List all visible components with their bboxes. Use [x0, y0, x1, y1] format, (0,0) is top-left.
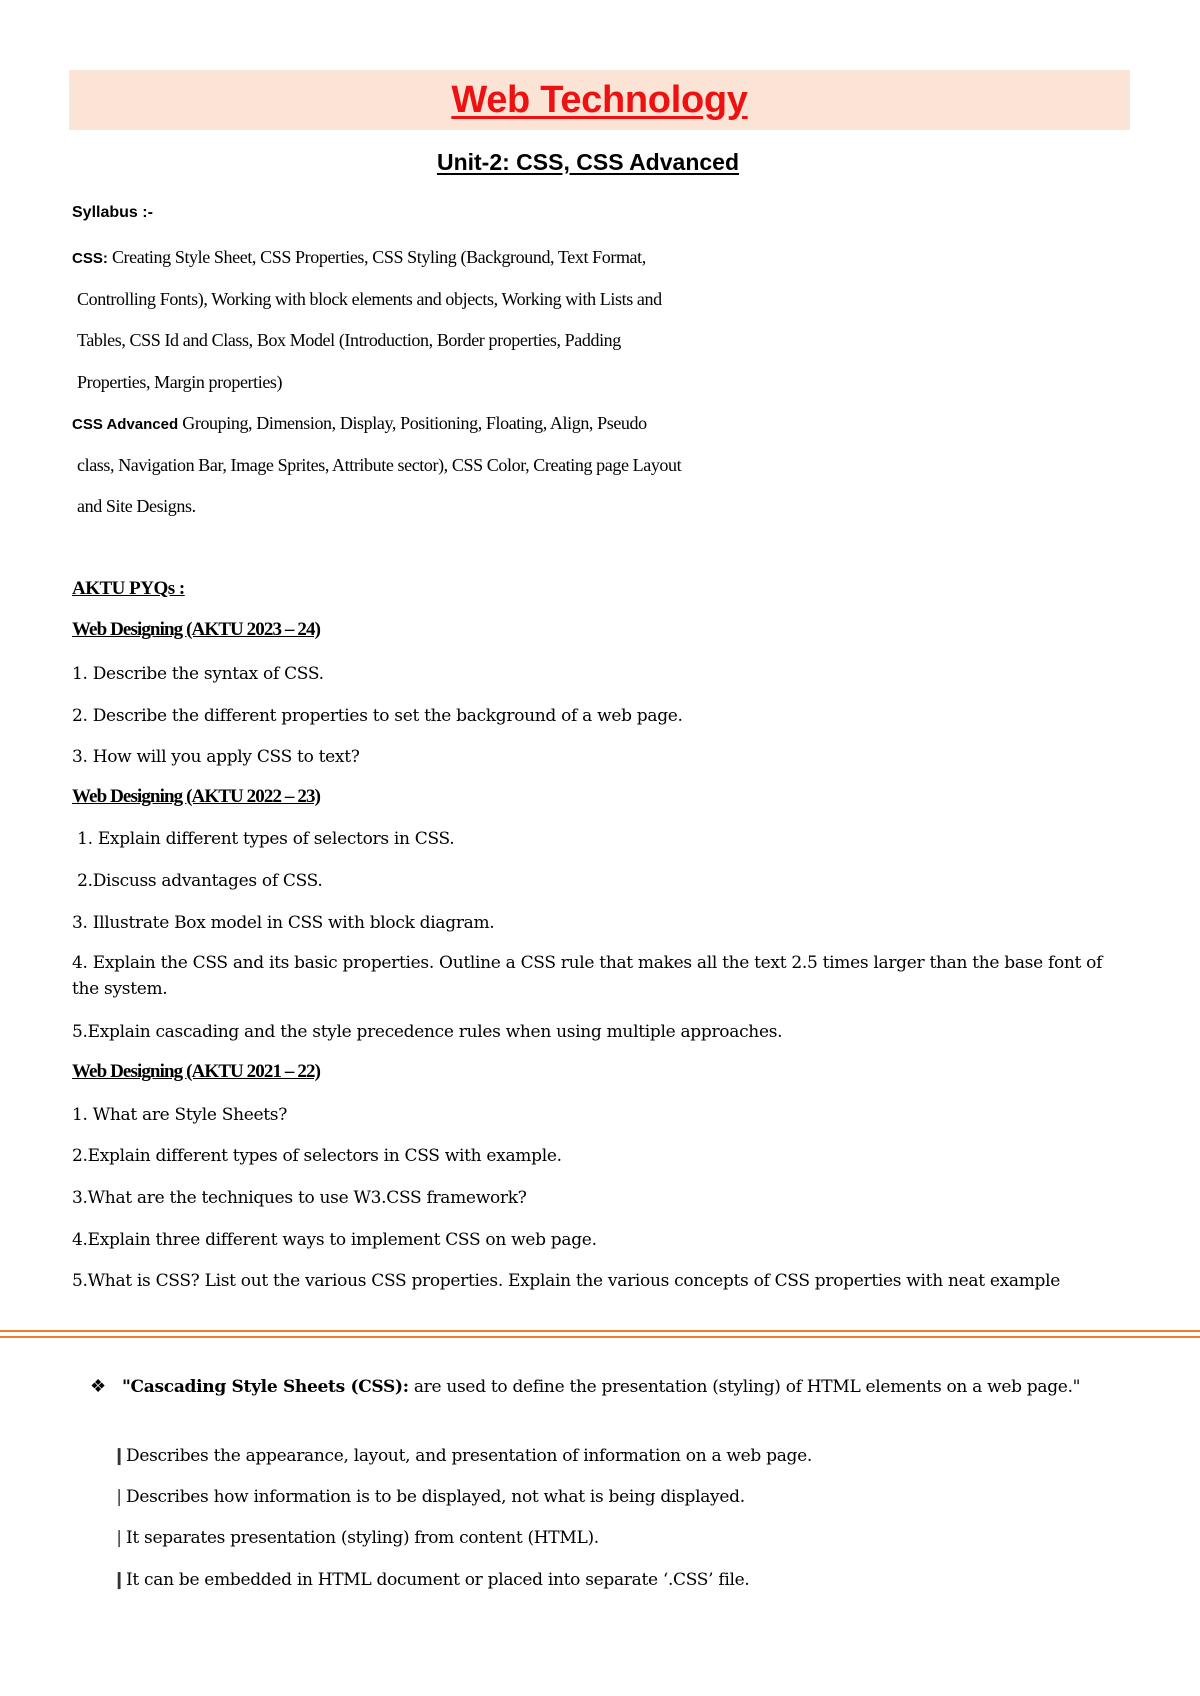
syllabus-line-text: Grouping, Dimension, Display, Positioning, Floating, Align, Pseudo	[182, 413, 647, 433]
question: 1. What are Style Sheets?	[72, 1105, 288, 1125]
question: 5.Explain cascading and the style precedence rules when using multiple approaches.	[72, 1022, 783, 1042]
list-item-text: Describes the appearance, layout, and presentation of information on a web page.	[126, 1446, 812, 1466]
document-title: Web Technology	[451, 78, 748, 121]
list-item	[112, 1525, 1132, 1551]
css-definition-body: are used to define the presentation (styling) of HTML elements on a web page."	[408, 1377, 1081, 1397]
unit-title: Unit-2: CSS, CSS Advanced	[436, 149, 740, 175]
syllabus-line	[72, 403, 832, 445]
syllabus-css-head: CSS:	[72, 250, 108, 267]
question: 1. Explain different types of selectors in CSS.	[72, 829, 455, 849]
question: 5.What is CSS? List out the various CSS properties. Explain the various concepts of CSS properties with neat example	[72, 1271, 1061, 1291]
bullet-mark-icon: ❘	[112, 1487, 126, 1507]
section-heading: Web Designing (AKTU 2023 – 24)	[72, 619, 320, 640]
list-item	[112, 1443, 1132, 1469]
diamond-bullet-icon: ❖	[90, 1376, 106, 1397]
syllabus-line: and Site Designs.	[77, 496, 196, 516]
title-banner	[69, 70, 1130, 130]
syllabus-line: class, Navigation Bar, Image Sprites, Attribute sector), CSS Color, Creating page Layout	[77, 454, 682, 475]
question: 1. Describe the syntax of CSS.	[72, 664, 324, 684]
css-definition-text	[90, 1374, 1130, 1400]
section-divider	[0, 1330, 1200, 1338]
syllabus-css	[72, 237, 832, 528]
syllabus-line-text: Creating Style Sheet, CSS Properties, CSS Styling (Background, Text Format,	[111, 247, 646, 267]
section-heading: Web Designing (AKTU 2022 – 23)	[72, 786, 320, 807]
syllabus-line: Controlling Fonts), Working with block elements and objects, Working with Lists and	[77, 288, 662, 309]
question: 4.Explain three different ways to implement CSS on web page.	[72, 1230, 597, 1250]
question: 3.What are the techniques to use W3.CSS framework?	[72, 1188, 527, 1208]
question: 4. Explain the CSS and its basic properties. Outline a CSS rule that makes all the text 2.5 times larger than the base font of the system.	[72, 953, 1103, 999]
list-item-text: It separates presentation (styling) from content (HTML).	[126, 1528, 599, 1548]
css-definition-term: "Cascading Style Sheets (CSS):	[122, 1377, 409, 1397]
question: 2.Discuss advantages of CSS.	[72, 871, 323, 891]
syllabus-line	[72, 237, 832, 279]
question: 2. Describe the different properties to set the background of a web page.	[72, 706, 683, 726]
question: 2.Explain different types of selectors in CSS with example.	[72, 1146, 562, 1166]
syllabus-label: Syllabus :-	[72, 204, 153, 221]
section-heading: Web Designing (AKTU 2021 – 22)	[72, 1061, 320, 1082]
list-item	[112, 1484, 1132, 1510]
bullet-mark-icon: ❙	[112, 1570, 126, 1590]
bullet-mark-icon: ❙	[112, 1446, 126, 1466]
bullet-mark-icon: ❘	[112, 1528, 126, 1548]
list-item-text: It can be embedded in HTML document or placed into separate ‘.CSS’ file.	[126, 1570, 750, 1590]
syllabus-line: Tables, CSS Id and Class, Box Model (Introduction, Border properties, Padding	[77, 330, 621, 350]
syllabus-line: Properties, Margin properties)	[77, 371, 283, 392]
syllabus-adv-head: CSS Advanced	[72, 416, 179, 433]
list-item	[112, 1567, 1132, 1593]
question: 3. Illustrate Box model in CSS with block diagram.	[72, 913, 495, 933]
css-definition	[90, 1374, 1130, 1400]
question: 3. How will you apply CSS to text?	[72, 747, 360, 767]
list-item-text: Describes how information is to be displayed, not what is being displayed.	[126, 1487, 745, 1507]
pyqs-label: AKTU PYQs :	[72, 578, 185, 599]
